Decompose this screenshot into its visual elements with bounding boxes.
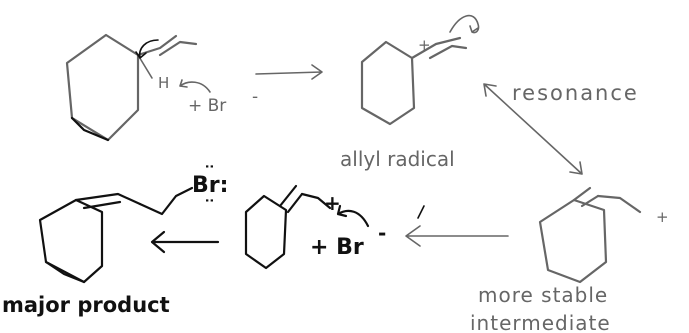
step1-br-charge: -	[252, 87, 259, 107]
step3-caption-line1: more stable	[478, 283, 609, 307]
product-caption: major product	[2, 293, 170, 317]
step4-curved-arrow	[338, 206, 368, 226]
arrow-step4-to-product	[152, 232, 218, 252]
arrow-step3-to-step4	[406, 226, 508, 246]
product-cyclohexane-ring	[40, 200, 102, 282]
product-br-label: Br:	[192, 173, 229, 198]
step3-tick-mark	[418, 206, 424, 218]
product-side-chain	[140, 188, 192, 214]
product-exocyclic-double-bond	[76, 194, 140, 208]
resonance-arrow-group	[484, 81, 639, 174]
step1-curved-arrow-h	[180, 80, 210, 92]
step4-br-label: + Br	[310, 235, 364, 260]
step1-h-label: H	[158, 74, 170, 92]
step4-intermediate	[246, 186, 386, 268]
product-br-lone-pair-top: :	[203, 164, 217, 169]
step2-caption: allyl radical	[340, 147, 455, 171]
major-product	[2, 164, 228, 317]
step1-reactant	[67, 35, 258, 140]
step1-br-label: + Br	[188, 96, 227, 116]
resonance-label: resonance	[512, 81, 639, 105]
step4-br-charge: -	[378, 221, 387, 245]
arrow-step1-to-step2	[256, 65, 322, 79]
step3-intermediate	[470, 188, 669, 333]
step3-cyclohexane-ring	[540, 200, 606, 282]
step3-charge: +	[656, 208, 669, 226]
step1-vinyl-group	[138, 36, 196, 55]
step3-exocyclic-double-bond	[574, 188, 598, 206]
step4-charge: +	[324, 191, 341, 215]
step2-cyclohexane-ring	[362, 42, 414, 124]
step2-intermediate	[340, 16, 479, 171]
step2-curved-arrow	[450, 16, 479, 33]
product-br-lone-pair-bottom: :	[203, 198, 217, 203]
step3-caption-line2: intermediate	[470, 311, 611, 333]
step2-charge: +	[418, 36, 431, 54]
